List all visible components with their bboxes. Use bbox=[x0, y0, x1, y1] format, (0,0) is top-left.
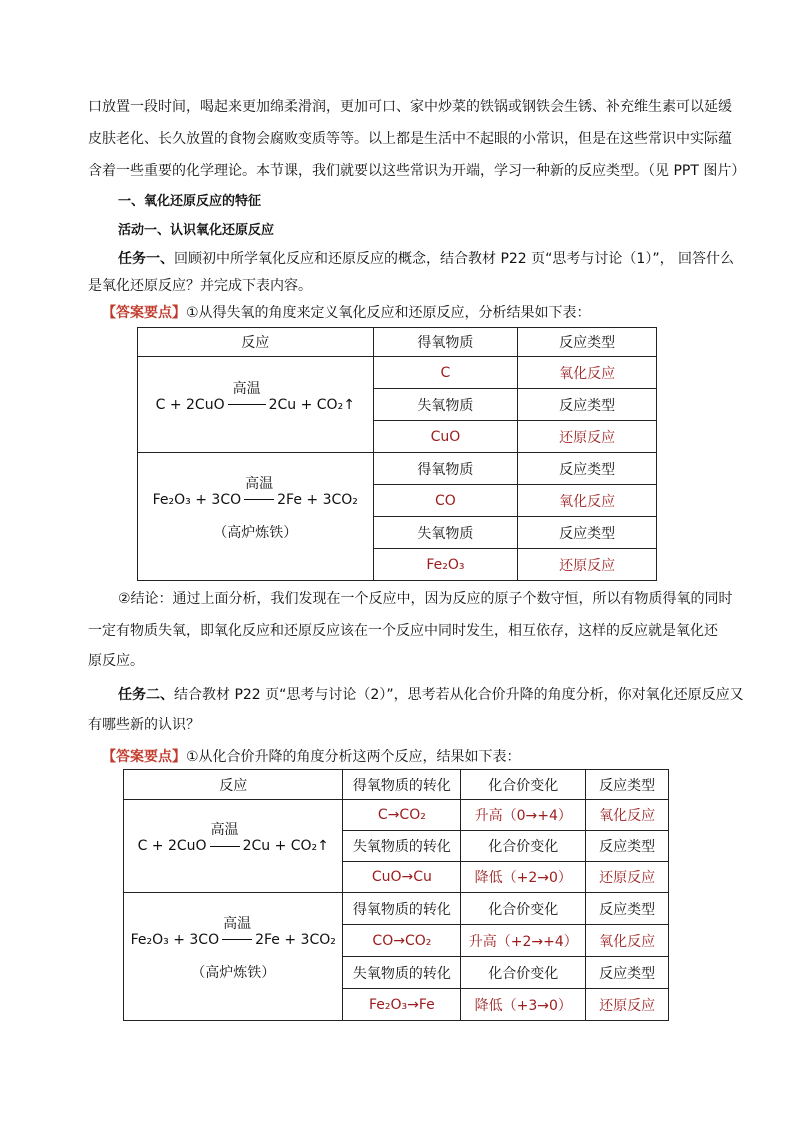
table-cell: 氧化反应 bbox=[518, 357, 657, 389]
table-cell: Fe₂O₃ bbox=[373, 549, 518, 581]
table2-reaction-1: C + 2CuO 高温 2Cu + CO₂↑ bbox=[124, 800, 343, 893]
table-cell: 反应类型 bbox=[586, 957, 669, 989]
table-cell: 失氧物质 bbox=[373, 389, 518, 421]
table-cell: C bbox=[373, 357, 518, 389]
table-cell: 化合价变化 bbox=[461, 831, 586, 862]
table-cell: C→CO₂ bbox=[343, 800, 461, 831]
table-cell: 化合价变化 bbox=[461, 957, 586, 989]
table-valence-analysis bbox=[123, 769, 669, 1021]
task2-text: 结合教材 P22 页“思考与讨论（2）”，思考若从化合价升降的角度分析，你对氧化还原反应又 bbox=[174, 687, 744, 703]
table-cell: Fe₂O₃→Fe bbox=[343, 989, 461, 1021]
table-cell: 反应类型 bbox=[586, 831, 669, 862]
table-cell: 氧化反应 bbox=[586, 800, 669, 831]
table-cell: 还原反应 bbox=[518, 549, 657, 581]
table-cell: CO bbox=[373, 485, 518, 517]
activity-heading: 活动一、认识氧化还原反应 bbox=[118, 223, 275, 238]
intro-line-1: 口放置一段时间，喝起来更加绵柔滑润，更加可口、家中炒菜的铁锅或钢铁会生锈、补充维生素可以延缓 bbox=[88, 99, 732, 115]
table2-reaction-2: Fe₂O₃ + 3CO 高温 2Fe + 3CO₂ （高炉炼铁） bbox=[124, 893, 343, 1021]
answer-tag: 【答案要点】 bbox=[102, 749, 186, 765]
table-cell: CO→CO₂ bbox=[343, 925, 461, 957]
table-cell: 失氧物质的转化 bbox=[343, 957, 461, 989]
table-cell: 反应类型 bbox=[518, 389, 657, 421]
task1-line-1 bbox=[118, 248, 734, 268]
table-cell: 得氧物质 bbox=[373, 453, 518, 485]
table1-reaction-2: Fe₂O₃ + 3CO 高温 2Fe + 3CO₂ （高炉炼铁） bbox=[138, 453, 374, 581]
table-cell: 失氧物质 bbox=[373, 517, 518, 549]
table-cell: CuO bbox=[373, 421, 518, 453]
table-cell: 化合价变化 bbox=[461, 893, 586, 925]
answer1-line bbox=[102, 302, 591, 322]
table-cell: 得氧物质的转化 bbox=[343, 893, 461, 925]
table2-header-reaction: 反应 bbox=[124, 770, 343, 800]
conclusion-line-3: 原反应。 bbox=[88, 653, 144, 669]
task1-text: 回顾初中所学氧化反应和还原反应的概念，结合教材 P22 页“思考与讨论（1）”， 回答什么 bbox=[174, 251, 735, 267]
table-cell: 升高（+2→+4） bbox=[461, 925, 586, 957]
table2-header-valence: 化合价变化 bbox=[461, 770, 586, 800]
table-cell: 氧化反应 bbox=[518, 485, 657, 517]
conclusion-line-2: 一定有物质失氧，即氧化反应和还原反应该在一个反应中同时发生，相互依存，这样的反应就是氧化还 bbox=[88, 623, 718, 639]
answer2-line bbox=[102, 746, 521, 766]
table-cell: 氧化反应 bbox=[586, 925, 669, 957]
table-cell: 反应类型 bbox=[518, 517, 657, 549]
table1-header-substance: 得氧物质 bbox=[373, 328, 518, 357]
table2-header-conversion: 得氧物质的转化 bbox=[343, 770, 461, 800]
table-cell: 失氧物质的转化 bbox=[343, 831, 461, 862]
reaction-note: （高炉炼铁） bbox=[191, 964, 276, 981]
task2-line-1 bbox=[118, 684, 744, 704]
table-cell: 还原反应 bbox=[586, 989, 669, 1021]
task2-line-2: 有哪些新的认识？ bbox=[88, 717, 200, 733]
answer2-text: ①从化合价升降的角度分析这两个反应，结果如下表： bbox=[186, 749, 521, 765]
answer-tag: 【答案要点】 bbox=[102, 305, 186, 321]
table-cell: 反应类型 bbox=[518, 453, 657, 485]
task1-line-2: 是氧化还原反应？并完成下表内容。 bbox=[88, 278, 312, 294]
table1-header-reaction: 反应 bbox=[138, 328, 374, 357]
answer1-text: ①从得失氧的角度来定义氧化反应和还原反应，分析结果如下表： bbox=[186, 305, 591, 321]
intro-line-3: 含着一些重要的化学理论。本节课，我们就要以这些常识为开端，学习一种新的反应类型。（见 PPT 图片） bbox=[88, 163, 746, 179]
table-cell: 降低（+2→0） bbox=[461, 862, 586, 893]
table-cell: 升高（0→+4） bbox=[461, 800, 586, 831]
conclusion-line-1: ②结论：通过上面分析，我们发现在一个反应中，因为反应的原子个数守恒，所以有物质得氧的同时 bbox=[118, 591, 733, 607]
task2-label: 任务二、 bbox=[118, 687, 174, 703]
table-cell: 降低（+3→0） bbox=[461, 989, 586, 1021]
table-oxygen-analysis bbox=[137, 327, 657, 581]
section-heading: 一、氧化还原反应的特征 bbox=[118, 194, 262, 209]
reaction-note: （高炉炼铁） bbox=[213, 524, 298, 541]
intro-line-2: 皮肤老化、长久放置的食物会腐败变质等等。以上都是生活中不起眼的小常识，但是在这些常识中实际蕴 bbox=[88, 131, 732, 147]
table2-header-type: 反应类型 bbox=[586, 770, 669, 800]
table-cell: 还原反应 bbox=[586, 862, 669, 893]
table-cell: CuO→Cu bbox=[343, 862, 461, 893]
table1-reaction-1: C + 2CuO 高温 2Cu + CO₂↑ bbox=[138, 357, 374, 453]
table-cell: 还原反应 bbox=[518, 421, 657, 453]
table-cell: 反应类型 bbox=[586, 893, 669, 925]
task1-label: 任务一、 bbox=[118, 251, 174, 267]
table1-header-type: 反应类型 bbox=[518, 328, 657, 357]
